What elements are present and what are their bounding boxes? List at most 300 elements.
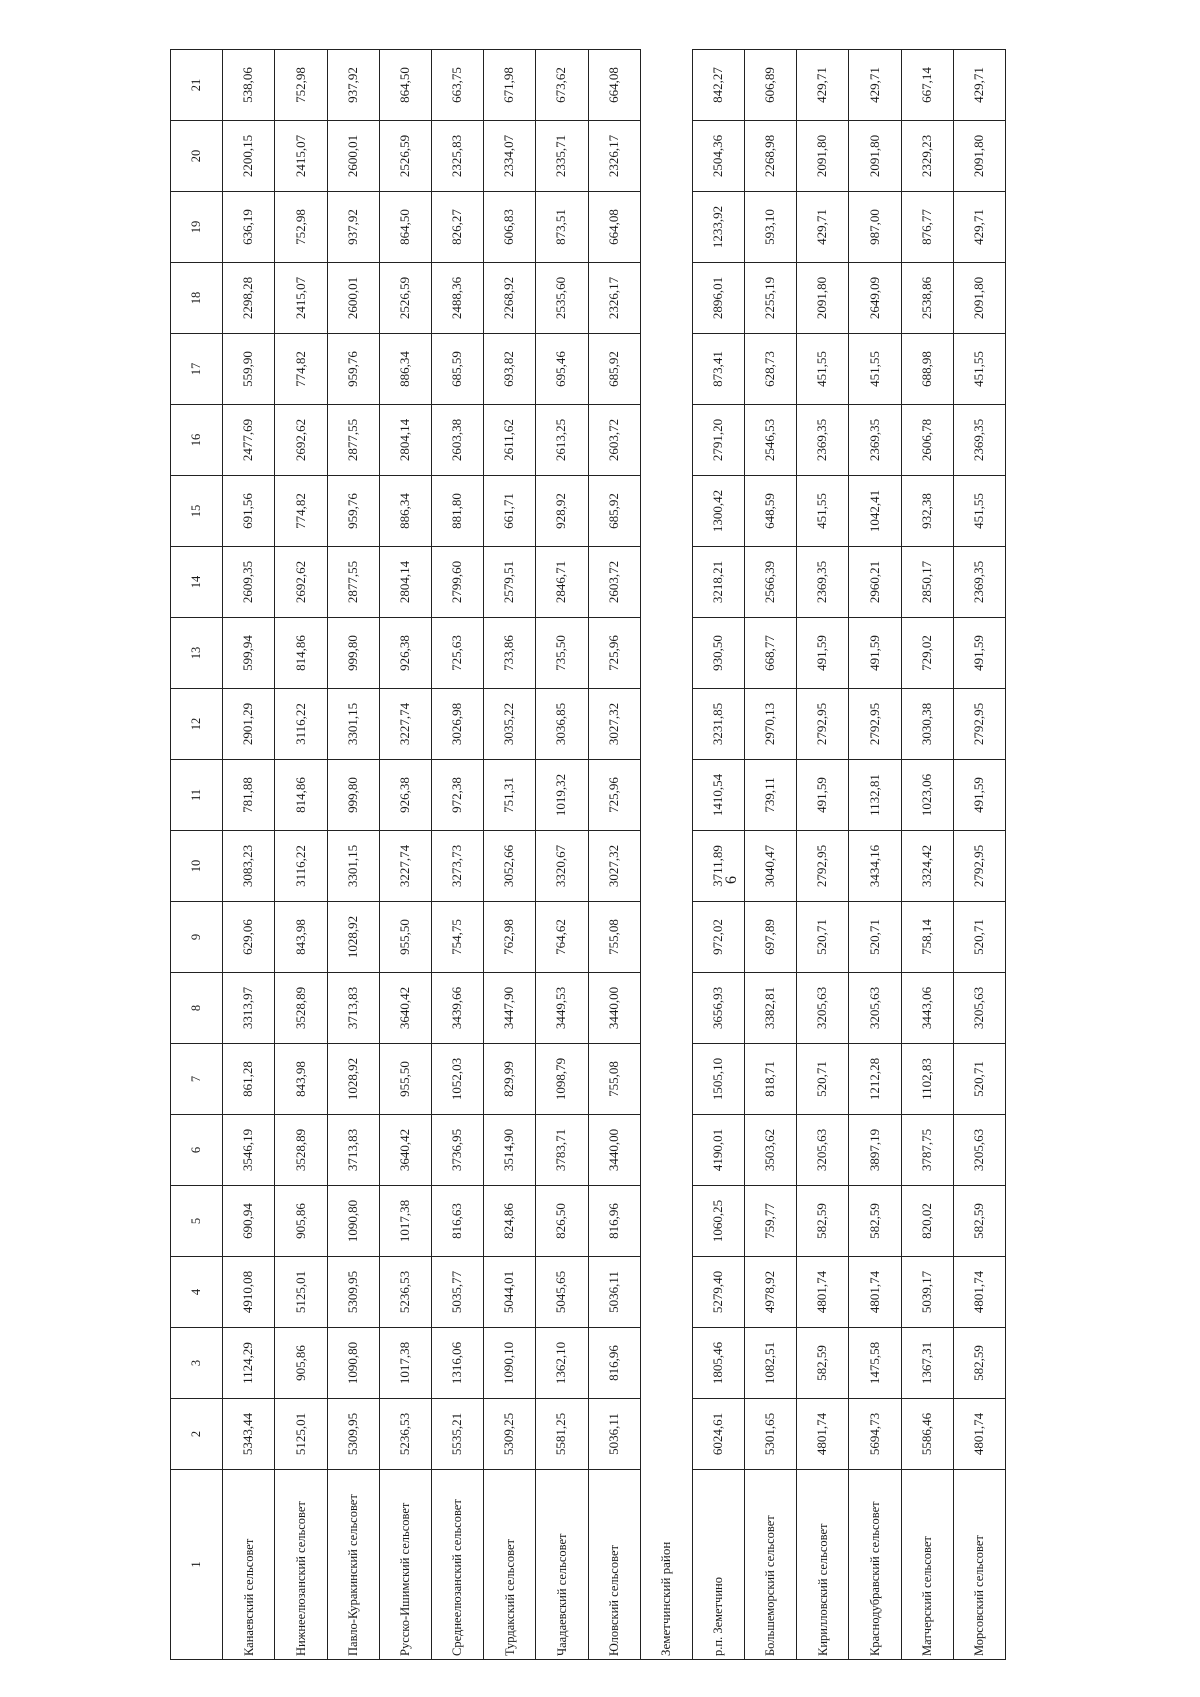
table-cell: 3301,15 [327,689,379,760]
table-cell: 1060,25 [692,1186,744,1257]
table-cell: 3030,38 [901,689,953,760]
table-cell: 3787,75 [901,1115,953,1186]
table-cell: 886,34 [379,334,431,405]
table-cell: 3218,21 [692,547,744,618]
table-cell: 3227,74 [379,831,431,902]
table-cell: 3320,67 [536,831,588,902]
table-cell: 4801,74 [797,1399,849,1470]
table-cell: 5045,65 [536,1257,588,1328]
table-row [379,50,431,1660]
row-name: Среднеелюзанский сельсовет [431,1470,483,1660]
table-cell: 5236,53 [379,1399,431,1470]
table-cell: 3897,19 [849,1115,901,1186]
table-cell: 1017,38 [379,1186,431,1257]
table-cell: 752,98 [275,192,327,263]
table-cell: 2268,92 [484,263,536,334]
table-cell: 491,59 [849,618,901,689]
table-cell: 752,98 [275,50,327,121]
table-cell: 1362,10 [536,1328,588,1399]
table-cell: 3083,23 [223,831,275,902]
table-row [275,50,327,1660]
table-cell: 2091,80 [953,263,1005,334]
table-cell: 648,59 [745,476,797,547]
table-cell: 2091,80 [797,121,849,192]
table-cell: 429,71 [953,50,1005,121]
table-cell: 1300,42 [692,476,744,547]
row-name: Большеморский сельсовет [745,1470,797,1660]
column-header-16: 16 [171,405,223,476]
table-cell: 774,82 [275,334,327,405]
column-header-8: 8 [171,973,223,1044]
table-cell: 5125,01 [275,1399,327,1470]
table-cell: 2535,60 [536,263,588,334]
table-cell: 774,82 [275,476,327,547]
table-cell: 2692,62 [275,547,327,618]
table-cell: 520,71 [849,902,901,973]
table-cell: 905,86 [275,1186,327,1257]
table-cell: 2526,59 [379,121,431,192]
row-name: Павло-Куракинский сельсовет [327,1470,379,1660]
table-cell: 816,96 [588,1186,640,1257]
table-cell: 2804,14 [379,547,431,618]
table-cell: 2488,36 [431,263,483,334]
rotated-table-container [170,50,1005,1660]
table-cell: 3205,63 [797,1115,849,1186]
table-cell: 735,50 [536,618,588,689]
table-cell: 667,14 [901,50,953,121]
section-fill [640,50,692,1470]
table-cell: 629,06 [223,902,275,973]
table-cell: 2091,80 [797,263,849,334]
table-cell: 538,06 [223,50,275,121]
table-cell: 3116,22 [275,831,327,902]
table-cell: 873,41 [692,334,744,405]
table-cell: 520,71 [953,1044,1005,1115]
tariff-table [170,49,1006,1660]
table-cell: 2369,35 [953,405,1005,476]
table-cell: 5309,25 [484,1399,536,1470]
table-cell: 491,59 [797,618,849,689]
column-header-6: 6 [171,1115,223,1186]
table-cell: 4978,92 [745,1257,797,1328]
table-cell: 5535,21 [431,1399,483,1470]
table-cell: 843,98 [275,902,327,973]
table-cell: 928,92 [536,476,588,547]
row-name: Канаевский сельсовет [223,1470,275,1660]
table-cell: 2603,38 [431,405,483,476]
table-cell: 1805,46 [692,1328,744,1399]
table-cell: 1233,92 [692,192,744,263]
table-cell: 5581,25 [536,1399,588,1470]
table-row [327,50,379,1660]
table-cell: 606,89 [745,50,797,121]
column-header-11: 11 [171,760,223,831]
table-cell: 3449,53 [536,973,588,1044]
column-header-13: 13 [171,618,223,689]
table-cell: 2298,28 [223,263,275,334]
table-cell: 1017,38 [379,1328,431,1399]
table-cell: 955,50 [379,1044,431,1115]
table-cell: 695,46 [536,334,588,405]
table-cell: 820,02 [901,1186,953,1257]
table-cell: 2901,29 [223,689,275,760]
table-cell: 582,59 [849,1186,901,1257]
table-cell: 2369,35 [797,405,849,476]
table-cell: 6024,61 [692,1399,744,1470]
table-cell: 599,94 [223,618,275,689]
table-cell: 2325,83 [431,121,483,192]
column-header-4: 4 [171,1257,223,1328]
table-cell: 2692,62 [275,405,327,476]
table-cell: 972,02 [692,902,744,973]
table-cell: 905,86 [275,1328,327,1399]
table-cell: 2477,69 [223,405,275,476]
table-cell: 3231,85 [692,689,744,760]
table-cell: 491,59 [953,618,1005,689]
table-cell: 1124,29 [223,1328,275,1399]
table-cell: 3713,83 [327,973,379,1044]
table-cell: 2613,25 [536,405,588,476]
table-cell: 2579,51 [484,547,536,618]
table-cell: 2792,95 [953,831,1005,902]
table-cell: 2970,13 [745,689,797,760]
table-cell: 881,80 [431,476,483,547]
table-cell: 987,00 [849,192,901,263]
table-cell: 4190,01 [692,1115,744,1186]
table-cell: 491,59 [797,760,849,831]
column-header-14: 14 [171,547,223,618]
table-cell: 758,14 [901,902,953,973]
table-row [953,50,1005,1660]
table-cell: 2792,95 [797,689,849,760]
table-cell: 2846,71 [536,547,588,618]
column-header-15: 15 [171,476,223,547]
table-cell: 3528,89 [275,973,327,1044]
table-cell: 2877,55 [327,547,379,618]
row-name: Русско-Ишимский сельсовет [379,1470,431,1660]
table-cell: 1475,58 [849,1328,901,1399]
table-cell: 955,50 [379,902,431,973]
table-cell: 1090,80 [327,1328,379,1399]
section-title: Земетчинский район [640,1470,692,1660]
table-cell: 5301,65 [745,1399,797,1470]
table-cell: 451,55 [953,334,1005,405]
table-cell: 636,19 [223,192,275,263]
table-cell: 2960,21 [849,547,901,618]
table-cell: 5125,01 [275,1257,327,1328]
table-cell: 2369,35 [953,547,1005,618]
table-cell: 937,92 [327,50,379,121]
table-cell: 816,96 [588,1328,640,1399]
table-cell: 2546,53 [745,405,797,476]
table-cell: 3503,62 [745,1115,797,1186]
table-cell: 2200,15 [223,121,275,192]
table-cell: 759,77 [745,1186,797,1257]
table-cell: 697,89 [745,902,797,973]
table-cell: 2369,35 [797,547,849,618]
table-cell: 1316,06 [431,1328,483,1399]
table-cell: 690,94 [223,1186,275,1257]
table-cell: 926,38 [379,618,431,689]
table-cell: 2850,17 [901,547,953,618]
table-cell: 685,92 [588,334,640,405]
table-cell: 959,76 [327,476,379,547]
column-header-12: 12 [171,689,223,760]
table-cell: 3713,83 [327,1115,379,1186]
table-cell: 3439,66 [431,973,483,1044]
table-cell: 3301,15 [327,831,379,902]
table-cell: 2526,59 [379,263,431,334]
table-cell: 429,71 [797,192,849,263]
table-cell: 2255,19 [745,263,797,334]
table-cell: 3027,32 [588,689,640,760]
table-cell: 2334,07 [484,121,536,192]
table-cell: 972,38 [431,760,483,831]
table-cell: 5035,77 [431,1257,483,1328]
table-cell: 3052,66 [484,831,536,902]
table-cell: 582,59 [953,1328,1005,1399]
table-cell: 1019,32 [536,760,588,831]
table-cell: 876,77 [901,192,953,263]
table-cell: 5036,11 [588,1399,640,1470]
table-cell: 5036,11 [588,1257,640,1328]
table-cell: 5309,95 [327,1257,379,1328]
row-name: Краснодубравский сельсовет [849,1470,901,1660]
table-cell: 3434,16 [849,831,901,902]
column-header-17: 17 [171,334,223,405]
table-cell: 688,98 [901,334,953,405]
table-cell: 1132,81 [849,760,901,831]
table-cell: 2335,71 [536,121,588,192]
table-cell: 2326,17 [588,121,640,192]
table-cell: 824,86 [484,1186,536,1257]
header-row [171,50,223,1660]
table-cell: 2791,20 [692,405,744,476]
column-header-7: 7 [171,1044,223,1115]
table-cell: 937,92 [327,192,379,263]
column-header-10: 10 [171,831,223,902]
row-name: Кирилловский сельсовет [797,1470,849,1660]
table-cell: 685,92 [588,476,640,547]
table-row [484,50,536,1660]
table-cell: 429,71 [953,192,1005,263]
table-cell: 1102,83 [901,1044,953,1115]
table-cell: 755,08 [588,1044,640,1115]
table-cell: 814,86 [275,760,327,831]
table-cell: 582,59 [953,1186,1005,1257]
table-cell: 2804,14 [379,405,431,476]
column-header-3: 3 [171,1328,223,1399]
table-cell: 3656,93 [692,973,744,1044]
table-cell: 864,50 [379,50,431,121]
table-cell: 751,31 [484,760,536,831]
table-cell: 3040,47 [745,831,797,902]
table-cell: 1410,54 [692,760,744,831]
table-cell: 1098,79 [536,1044,588,1115]
table-cell: 3026,98 [431,689,483,760]
table-row [849,50,901,1660]
table-cell: 1042,41 [849,476,901,547]
table-cell: 451,55 [953,476,1005,547]
section-row [640,50,692,1660]
table-cell: 1082,51 [745,1328,797,1399]
table-cell: 451,55 [797,334,849,405]
table-cell: 520,71 [953,902,1005,973]
table-cell: 739,11 [745,760,797,831]
table-cell: 864,50 [379,192,431,263]
table-cell: 429,71 [797,50,849,121]
table-cell: 814,86 [275,618,327,689]
table-cell: 826,50 [536,1186,588,1257]
table-cell: 999,80 [327,760,379,831]
table-cell: 2799,60 [431,547,483,618]
table-cell: 781,88 [223,760,275,831]
table-cell: 5343,44 [223,1399,275,1470]
table-cell: 4910,08 [223,1257,275,1328]
table-cell: 2792,95 [849,689,901,760]
table-cell: 3205,63 [953,1115,1005,1186]
table-cell: 3440,00 [588,973,640,1044]
table-cell: 3546,19 [223,1115,275,1186]
table-cell: 3736,95 [431,1115,483,1186]
table-cell: 4801,74 [849,1257,901,1328]
table-cell: 2792,95 [953,689,1005,760]
table-cell: 2609,35 [223,547,275,618]
table-cell: 582,59 [797,1328,849,1399]
table-cell: 1090,80 [327,1186,379,1257]
column-header-1: 1 [171,1470,223,1660]
table-cell: 816,63 [431,1186,483,1257]
table-cell: 3440,00 [588,1115,640,1186]
table-cell: 842,27 [692,50,744,121]
table-cell: 829,99 [484,1044,536,1115]
table-cell: 1505,10 [692,1044,744,1115]
table-cell: 2415,07 [275,121,327,192]
table-cell: 764,62 [536,902,588,973]
table-cell: 451,55 [797,476,849,547]
table-cell: 5279,40 [692,1257,744,1328]
table-cell: 2603,72 [588,405,640,476]
table-cell: 2326,17 [588,263,640,334]
table-cell: 1367,31 [901,1328,953,1399]
table-cell: 843,98 [275,1044,327,1115]
table-cell: 3324,42 [901,831,953,902]
table-cell: 2600,01 [327,263,379,334]
column-header-21: 21 [171,50,223,121]
table-cell: 1212,28 [849,1044,901,1115]
table-cell: 2091,80 [849,121,901,192]
table-cell: 1028,92 [327,902,379,973]
table-cell: 2877,55 [327,405,379,476]
table-cell: 3640,42 [379,1115,431,1186]
table-cell: 3313,97 [223,973,275,1044]
table-cell: 664,08 [588,50,640,121]
table-cell: 673,62 [536,50,588,121]
table-cell: 3205,63 [849,973,901,1044]
table-row [797,50,849,1660]
table-cell: 3027,32 [588,831,640,902]
table-cell: 663,75 [431,50,483,121]
table-cell: 2606,78 [901,405,953,476]
table-cell: 5039,17 [901,1257,953,1328]
table-cell: 606,83 [484,192,536,263]
table-row [745,50,797,1660]
table-row [692,50,744,1660]
table-cell: 3711,89 [692,831,744,902]
table-cell: 3035,22 [484,689,536,760]
table-cell: 754,75 [431,902,483,973]
table-cell: 4801,74 [797,1257,849,1328]
row-name: Турдакский сельсовет [484,1470,536,1660]
table-cell: 1028,92 [327,1044,379,1115]
table-cell: 2329,23 [901,121,953,192]
table-cell: 2504,36 [692,121,744,192]
column-header-9: 9 [171,902,223,973]
table-cell: 2896,01 [692,263,744,334]
column-header-19: 19 [171,192,223,263]
table-cell: 2649,09 [849,263,901,334]
table-cell: 451,55 [849,334,901,405]
table-cell: 725,96 [588,760,640,831]
table-cell: 2369,35 [849,405,901,476]
table-cell: 886,34 [379,476,431,547]
table-cell: 3036,85 [536,689,588,760]
table-cell: 2538,86 [901,263,953,334]
page-number: 6 [723,876,740,884]
table-cell: 429,71 [849,50,901,121]
table-cell: 932,38 [901,476,953,547]
table-cell: 3205,63 [953,973,1005,1044]
table-row [536,50,588,1660]
table-cell: 5236,53 [379,1257,431,1328]
table-cell: 1023,06 [901,760,953,831]
table-cell: 930,50 [692,618,744,689]
table-cell: 685,59 [431,334,483,405]
table-cell: 762,98 [484,902,536,973]
table-cell: 3447,90 [484,973,536,1044]
table-cell: 4801,74 [953,1257,1005,1328]
table-cell: 3382,81 [745,973,797,1044]
table-cell: 2268,98 [745,121,797,192]
table-cell: 3205,63 [797,973,849,1044]
row-name: р.п. Земетчино [692,1470,744,1660]
table-cell: 2611,62 [484,405,536,476]
table-cell: 818,71 [745,1044,797,1115]
table-cell: 3116,22 [275,689,327,760]
row-name: Чаадаевский сельсовет [536,1470,588,1660]
table-row [223,50,275,1660]
table-cell: 582,59 [797,1186,849,1257]
table-cell: 661,71 [484,476,536,547]
table-cell: 3443,06 [901,973,953,1044]
table-cell: 3640,42 [379,973,431,1044]
table-cell: 520,71 [797,902,849,973]
column-header-2: 2 [171,1399,223,1470]
table-cell: 2566,39 [745,547,797,618]
table-cell: 725,96 [588,618,640,689]
table-cell: 926,38 [379,760,431,831]
table-cell: 491,59 [953,760,1005,831]
table-cell: 5694,73 [849,1399,901,1470]
row-name: Морсовский сельсовет [953,1470,1005,1660]
table-cell: 755,08 [588,902,640,973]
table-cell: 2415,07 [275,263,327,334]
table-cell: 4801,74 [953,1399,1005,1470]
table-cell: 873,51 [536,192,588,263]
table-cell: 733,86 [484,618,536,689]
table-cell: 5044,01 [484,1257,536,1328]
table-cell: 668,77 [745,618,797,689]
